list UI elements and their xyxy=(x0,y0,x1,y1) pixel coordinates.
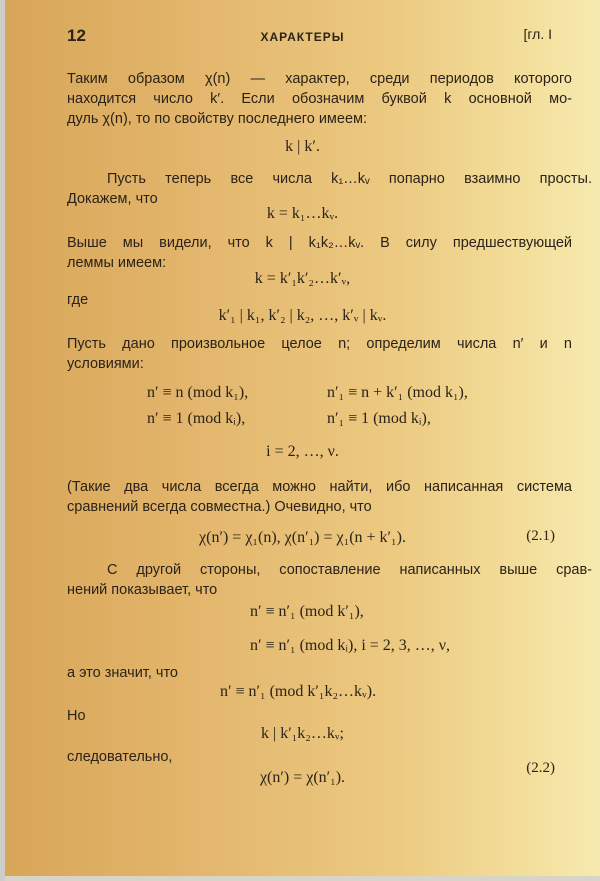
text-line: леммы имеем: xyxy=(67,255,167,271)
text-line: Таким образом χ(n) — характер, среди периодов которого xyxy=(67,71,572,87)
formula-k-prime-product: k = k′₁k′₂…k′ᵥ, xyxy=(254,270,351,287)
equation-2-1: χ(n′) = χ₁(n), χ(n′₁) = χ₁(n + k′₁). xyxy=(199,529,406,546)
text-line: где xyxy=(67,292,89,308)
formula-divisibility-list: k′₁ | k₁, k′₂ | k₂, …, k′ᵥ | kᵥ. xyxy=(218,307,387,324)
formula-k-product: k = k₁…kᵥ. xyxy=(266,205,339,222)
congruence-system-right-1: n′₁ ≡ n + k′₁ (mod k₁), xyxy=(327,384,468,401)
text-line: следовательно, xyxy=(67,749,173,765)
formula-k-divides-kprime: k | k′. xyxy=(285,138,320,155)
congruence-system-right-2: n′₁ ≡ 1 (mod kᵢ), xyxy=(327,410,431,427)
text-line: находится число k′. Если обозначим буквой k основной мо- xyxy=(67,91,572,107)
congruence-system-left-2: n′ ≡ 1 (mod kᵢ), xyxy=(147,410,246,427)
formula-k-divides-product: k | k′₁k₂…kᵥ; xyxy=(260,725,344,742)
text-line: а это значит, что xyxy=(67,665,178,681)
chapter-label: [гл. I xyxy=(523,26,552,42)
text-line: дуль χ(n), то по свойству последнего имеем: xyxy=(67,111,368,127)
equation-number-2-1: (2.1) xyxy=(526,528,555,544)
text-line: условиями: xyxy=(67,356,144,372)
text-line: Пусть теперь все числа k₁…kᵥ попарно взаимно просты. xyxy=(107,171,592,187)
text-line: сравнений всегда совместна.) Очевидно, что xyxy=(67,499,372,515)
congruence-system-left-1: n′ ≡ n (mod k₁), xyxy=(147,384,249,401)
congruence-combined: n′ ≡ n′₁ (mod k′₁k₂…kᵥ). xyxy=(220,683,377,700)
text-line: (Такие два числа всегда можно найти, ибо написанная система xyxy=(67,479,572,495)
page-number: 12 xyxy=(67,26,86,45)
congruence-mod-k1prime: n′ ≡ n′₁ (mod k′₁), xyxy=(250,603,364,620)
text-line: Пусть дано произвольное целое n; определим числа n′ и n xyxy=(67,336,572,352)
index-range: i = 2, …, ν. xyxy=(266,443,339,460)
text-line: С другой стороны, сопоставление написанных выше срав- xyxy=(107,562,592,578)
congruence-mod-ki: n′ ≡ n′₁ (mod kᵢ), i = 2, 3, …, ν, xyxy=(250,637,451,654)
text-line: Выше мы видели, что k | k₁k₂…kᵥ. В силу предшествующей xyxy=(67,235,572,251)
book-page xyxy=(5,0,600,876)
text-line: Но xyxy=(67,708,86,724)
equation-2-2: χ(n′) = χ(n′₁). xyxy=(259,769,346,786)
running-title: ХАРАКТЕРЫ xyxy=(260,30,345,44)
text-line: Докажем, что xyxy=(67,191,158,207)
text-line: нений показывает, что xyxy=(67,582,218,598)
equation-number-2-2: (2.2) xyxy=(526,760,555,776)
